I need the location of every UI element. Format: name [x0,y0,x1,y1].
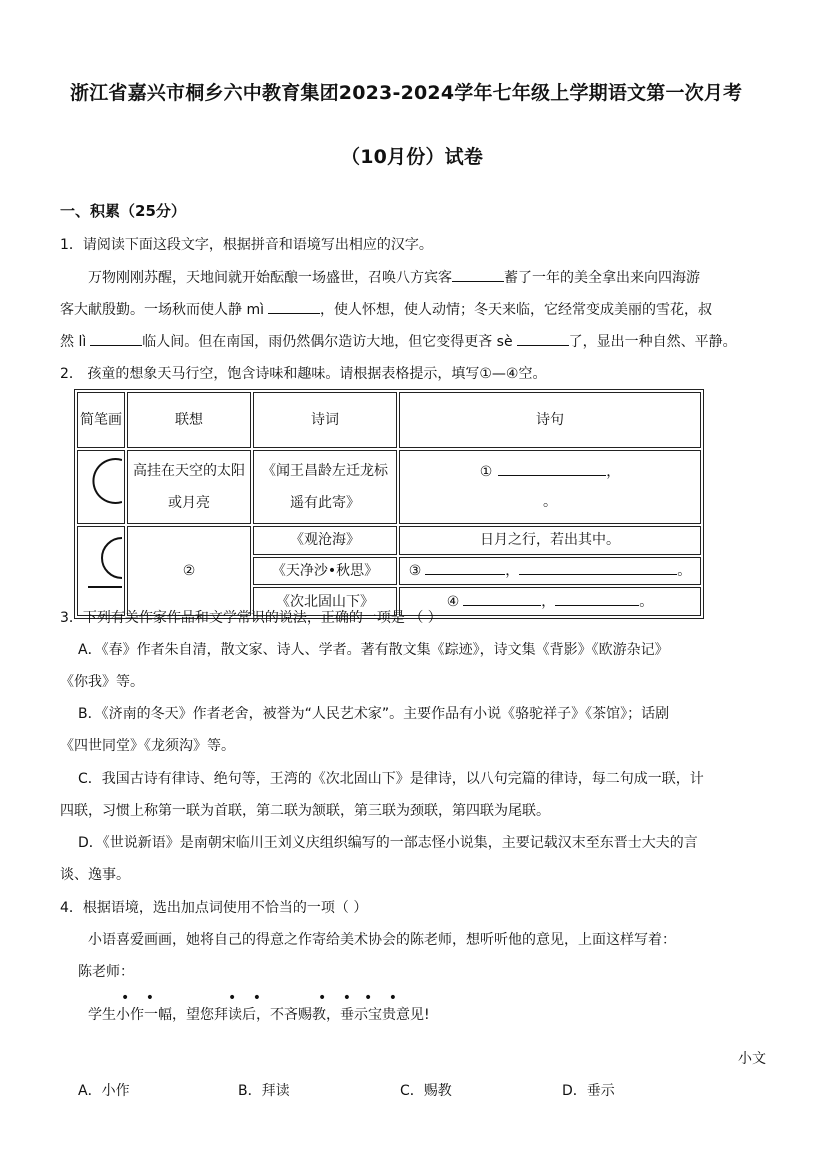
q1-paragraph-line3 [60,330,737,351]
q3-option-c-cont: 四联，习惯上称第一联为首联，第二联为颔联，第三联为颈联，第四联为尾联。 [60,803,550,819]
verse-cell [399,587,701,616]
q1-paragraph-line2 [60,298,712,319]
poem-table [74,389,704,619]
page-title-line2: （10月份）试卷 [341,146,484,168]
header-verse: 诗句 [399,392,701,448]
answer-blank[interactable] [498,460,606,476]
q4-prompt: 4．根据语境，选出加点词使用不恰当的一项（ ） [60,900,368,916]
verse-cell [399,450,701,524]
q4-option-b[interactable]: B．拜读 [238,1083,290,1099]
q4-option-c[interactable]: C．赐教 [400,1083,452,1099]
q1-text: 万物刚刚苏醒，天地间就开始酝酿一场盛世，召唤八方宾客 [88,270,452,286]
q3-option-b-cont: 《四世同堂》《龙须沟》等。 [60,738,235,754]
sun-over-horizon-icon [78,527,122,603]
answer-blank[interactable] [425,559,505,575]
letter-body: 学生小作一幅，望您拜读后，不吝赐教，垂示宝贵意见! [88,1007,430,1023]
association-cell: ② [127,526,251,616]
blank-number: ① [479,464,493,480]
q3-option-a-cont: 《你我》等。 [60,674,144,690]
q1-text: 了，显出一种自然、平静。 [568,334,737,350]
table-row [77,526,701,555]
section-heading: 一、积累（25分） [60,202,186,220]
table-header-row [77,392,701,448]
verse-punct: ， [606,464,621,480]
q4-option-d[interactable]: D．垂示 [562,1083,615,1099]
verse-cell [399,557,701,586]
q1-paragraph-line1 [88,266,700,287]
poem-cell: 《天净沙•秋思》 [253,557,397,586]
verse-punct: ， [505,562,520,579]
q1-text: 临人间。但在南国，雨仍然偶尔造访大地，但它变得更吝 sè [142,334,513,350]
q3-option-b: B．《济南的冬天》作者老舍，被誉为“人民艺术家”。主要作品有小说《骆驼祥子》《茶馆》；话剧 [78,706,670,722]
q2-prompt: 2． 孩童的想象天马行空，饱含诗味和趣味。请根据表格提示，填写①—④空。 [60,366,547,382]
q4-context: 小语喜爱画画，她将自己的得意之作寄给美术协会的陈老师，想听听他的意见，上面这样写着： [88,932,676,948]
sketch-sun-horizon-cell [77,526,125,616]
answer-blank[interactable] [268,298,320,314]
letter-salutation: 陈老师： [78,964,134,980]
q3-option-d: D．《世说新语》是南朝宋临川王刘义庆组织编写的一部志怪小说集，主要记载汉末至东晋士大夫的言 [78,835,698,851]
blank-number: ④ [446,593,460,610]
q1-text: 客大献殷勤。一场秋而使人静 mì [60,302,264,318]
circle-sketch-icon [78,451,122,511]
answer-blank[interactable] [452,266,504,282]
q1-prompt: 1．请阅读下面这段文字，根据拼音和语境写出相应的汉字。 [60,237,433,253]
verse-punct: 。 [639,593,654,610]
answer-blank[interactable] [555,590,639,606]
header-poem: 诗词 [253,392,397,448]
blank-number: ③ [408,562,422,579]
verse-cell: 日月之行，若出其中。 [399,526,701,555]
verse-punct: 。 [677,562,692,579]
q3-option-d-cont: 谈、逸事。 [60,867,130,883]
poem-cell: 《观沧海》 [253,526,397,555]
verse-punct: 。 [543,494,557,510]
poem-cell: 《次北固山下》 [253,587,397,616]
emphasis-dots: • • [228,990,267,1006]
poem-cell: 《闻王昌龄左迁龙标遥有此寄》 [253,450,397,524]
letter-signature: 小文 [738,1051,766,1067]
answer-blank[interactable] [463,590,541,606]
answer-blank[interactable] [517,330,569,346]
q1-text: 然 lì [60,334,87,350]
q1-text: 蓄了一年的美全拿出来向四海游 [504,270,700,286]
table-row [77,450,701,524]
emphasis-dots: • • [318,990,357,1006]
emphasis-dots: • • [364,990,403,1006]
q3-option-a: A．《春》作者朱自清，散文家、诗人、学者。著有散文集《踪迹》，诗文集《背影》《欧游杂记》 [78,642,669,658]
q4-option-a[interactable]: A．小作 [78,1083,130,1099]
q1-text: ，使人怀想，使人动情；冬天来临，它经常变成美丽的雪花，叔 [319,302,712,318]
association-cell: 高挂在天空的太阳或月亮 [127,450,251,524]
page-title-line1: 浙江省嘉兴市桐乡六中教育集团2023-2024学年七年级上学期语文第一次月考 [70,82,743,104]
answer-blank[interactable] [90,330,142,346]
q3-prompt: 3．下列有关作家作品和文学常识的说法，正确的一项是 （ ） [60,610,442,626]
q3-option-c: C．我国古诗有律诗、绝句等，王湾的《次北固山下》是律诗，以八句完篇的律诗，每二句成一联，计 [78,771,704,787]
emphasis-dots: • • [121,990,160,1006]
header-association: 联想 [127,392,251,448]
verse-punct: ， [541,593,556,610]
sketch-circle-cell [77,450,125,524]
header-sketch: 简笔画 [77,392,125,448]
answer-blank[interactable] [519,559,677,575]
